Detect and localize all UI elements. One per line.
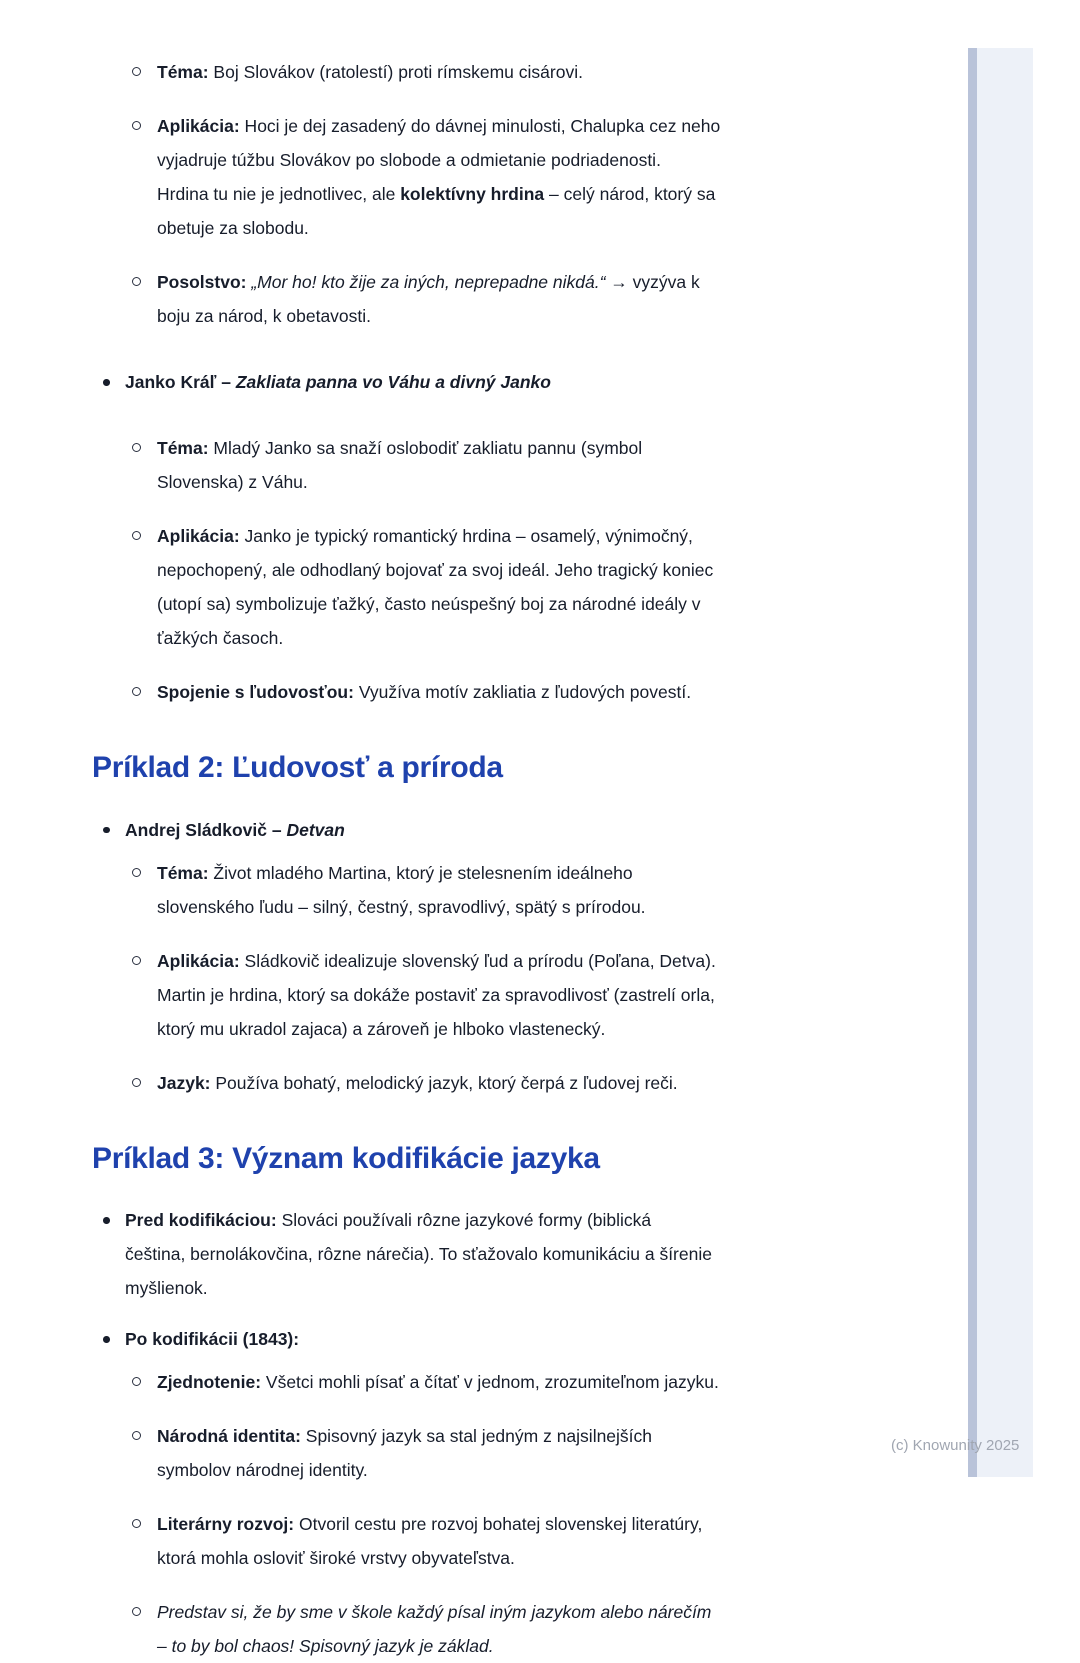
sub-list-item <box>130 1595 960 1663</box>
section-heading <box>92 751 960 786</box>
text-segment: Zjednotenie: <box>157 1372 262 1392</box>
text-segment: Hrdina tu nie je jednotlivec, ale <box>157 184 401 204</box>
list-item-text <box>157 1595 960 1663</box>
bullet-circle-icon <box>132 1078 141 1087</box>
text-segment: Téma: <box>157 438 209 458</box>
text-segment: – celý národ, ktorý sa <box>544 184 716 204</box>
text-segment: ťažkých časoch. <box>157 628 284 648</box>
list-item-text <box>157 1365 960 1399</box>
text-segment: Hoci je dej zasadený do dávnej minulosti, Chalupka cez neho <box>239 116 721 136</box>
bullet-circle-icon <box>132 443 141 452</box>
text-segment: (utopí sa) symbolizuje ťažký, často neúspešný boj za národné ideály v <box>157 594 701 614</box>
list-item-text <box>125 1322 960 1356</box>
text-segment: nepochopený, ale odhodlaný bojovať za svoj ideál. Jeho tragický koniec <box>157 560 714 580</box>
text-segment: Janko je typický romantický hrdina – osamelý, výnimočný, <box>239 526 693 546</box>
text-segment: Aplikácia: <box>157 116 240 136</box>
next-page-preview[interactable] <box>968 48 1033 1477</box>
text-segment: ktorý mu ukradol zajaca) a zároveň je hlboko vlastenecký. <box>157 1018 606 1039</box>
sub-list-item <box>130 1507 960 1575</box>
text-segment: Život mladého Martina, ktorý je stelesnením ideálneho <box>208 862 633 883</box>
list-item-text <box>157 265 960 333</box>
text-segment: Literárny rozvoj: <box>157 1514 295 1534</box>
list-item <box>100 365 960 399</box>
text-segment: Janko Kráľ – <box>125 372 236 392</box>
text-segment: Pred kodifikáciou: <box>125 1210 277 1230</box>
watermark: (c) Knowunity 2025 <box>891 1437 1020 1454</box>
text-segment: vyjadruje túžbu Slovákov po slobode a odmietanie podriadenosti. <box>157 150 661 170</box>
text-segment: ktorá mohla osloviť široké vrstvy obyvateľstva. <box>157 1548 515 1568</box>
sub-list-item <box>130 519 960 655</box>
bullet-circle-icon <box>132 687 141 696</box>
list-item-text <box>157 55 960 89</box>
bullet-circle-icon <box>132 956 141 965</box>
list-item-text <box>157 1419 960 1487</box>
sub-list-item <box>130 944 960 1046</box>
text-segment: Sládkovič idealizuje slovenský ľud a prírodu (Poľana, Detva). <box>239 950 716 971</box>
text-segment: „Mor ho! kto žije za iných, neprepadne nikdá.“ <box>251 272 606 292</box>
text-segment: Martin je hrdina, ktorý sa dokáže postaviť za spravodlivosť (zastrelí orla, <box>157 984 715 1005</box>
sub-list-item <box>130 675 960 709</box>
text-segment: Predstav si, že by sme v škole každý písal iným jazykom alebo nárečím <box>157 1602 712 1622</box>
text-segment: Využíva motív zakliatia z ľudových povestí. <box>353 682 692 702</box>
text-segment: obetuje za slobodu. <box>157 218 309 238</box>
sub-list-item <box>130 431 960 499</box>
text-segment: Aplikácia: <box>157 526 240 546</box>
list-item <box>100 1203 960 1305</box>
text-segment: → vyzýva k <box>605 272 700 292</box>
text-segment: Spisovný jazyk sa stal jedným z najsilnejších <box>300 1426 653 1446</box>
list-item-text <box>157 519 960 655</box>
text-segment: Slovenska) z Váhu. <box>157 472 308 492</box>
list-item-text <box>125 813 960 847</box>
bullet-circle-icon <box>132 277 141 286</box>
text-segment: čeština, bernolákovčina, rôzne nárečia). To sťažovalo komunikáciu a šírenie <box>125 1244 712 1264</box>
bullet-circle-icon <box>132 531 141 540</box>
bullet-circle-icon <box>132 1519 141 1528</box>
text-segment: Slováci používali rôzne jazykové formy (biblická <box>276 1210 652 1230</box>
bullet-circle-icon <box>132 868 141 877</box>
section-heading-text: Príklad 3: Význam kodifikácie jazyka <box>92 1141 600 1175</box>
list-item-text <box>157 856 960 924</box>
text-segment: Téma: <box>157 62 209 82</box>
bullet-disc-icon <box>103 1217 110 1224</box>
list-item-text <box>157 675 960 709</box>
bullet-disc-icon <box>103 1336 110 1343</box>
list-item-text <box>157 109 960 245</box>
sub-list-item <box>130 1365 960 1399</box>
text-segment: Mladý Janko sa snaží oslobodiť zakliatu pannu (symbol <box>208 438 643 458</box>
text-segment: slovenského ľudu – silný, čestný, spravodlivý, spätý s prírodou. <box>157 896 646 917</box>
bullet-circle-icon <box>132 1607 141 1616</box>
text-segment: Téma: <box>157 862 209 883</box>
text-segment: Boj Slovákov (ratolestí) proti rímskemu cisárovi. <box>208 62 583 82</box>
sub-list-item <box>130 265 960 333</box>
text-segment: kolektívny hrdina <box>400 184 545 204</box>
list-item-text <box>157 431 960 499</box>
list-item-text <box>157 1066 960 1100</box>
sub-list-item <box>130 55 960 89</box>
sub-list-item <box>130 856 960 924</box>
bullet-circle-icon <box>132 67 141 76</box>
bullet-circle-icon <box>132 1431 141 1440</box>
text-segment: Používa bohatý, melodický jazyk, ktorý čerpá z ľudovej reči. <box>210 1072 678 1093</box>
text-segment: Detvan <box>286 819 345 840</box>
text-segment: Zakliata panna vo Váhu a divný Janko <box>235 372 551 392</box>
sub-list-item <box>130 1419 960 1487</box>
list-item-text <box>125 365 960 399</box>
list-item-text <box>157 1507 960 1575</box>
sub-list-item <box>130 1066 960 1100</box>
text-segment: Posolstvo: <box>157 272 247 292</box>
section-heading-text: Príklad 2: Ľudovosť a príroda <box>92 751 503 784</box>
text-segment: Spojenie s ľudovosťou: <box>157 682 354 702</box>
text-segment: Všetci mohli písať a čítať v jednom, zrozumiteľnom jazyku. <box>261 1372 719 1392</box>
text-segment: Po kodifikácii (1843): <box>125 1329 300 1349</box>
bullet-disc-icon <box>103 827 110 834</box>
section-heading <box>92 1142 960 1177</box>
bullet-circle-icon <box>132 1377 141 1386</box>
text-segment: boju za národ, k obetavosti. <box>157 306 372 326</box>
text-segment: symbolov národnej identity. <box>157 1460 368 1480</box>
text-segment: Otvoril cestu pre rozvoj bohatej slovenskej literatúry, <box>294 1514 703 1534</box>
bullet-disc-icon <box>103 379 110 386</box>
text-segment: Národná identita: <box>157 1426 301 1446</box>
text-segment: Jazyk: <box>157 1072 211 1093</box>
sub-list-item <box>130 109 960 245</box>
list-item <box>100 1322 960 1356</box>
list-item-text <box>125 1203 960 1305</box>
list-item-text <box>157 944 960 1046</box>
text-segment: myšlienok. <box>125 1278 208 1298</box>
bullet-circle-icon <box>132 121 141 130</box>
text-segment: – to by bol chaos! Spisovný jazyk je základ. <box>157 1636 494 1656</box>
text-segment: Aplikácia: <box>157 950 240 971</box>
list-item <box>100 813 960 847</box>
text-segment: Andrej Sládkovič – <box>125 819 287 840</box>
